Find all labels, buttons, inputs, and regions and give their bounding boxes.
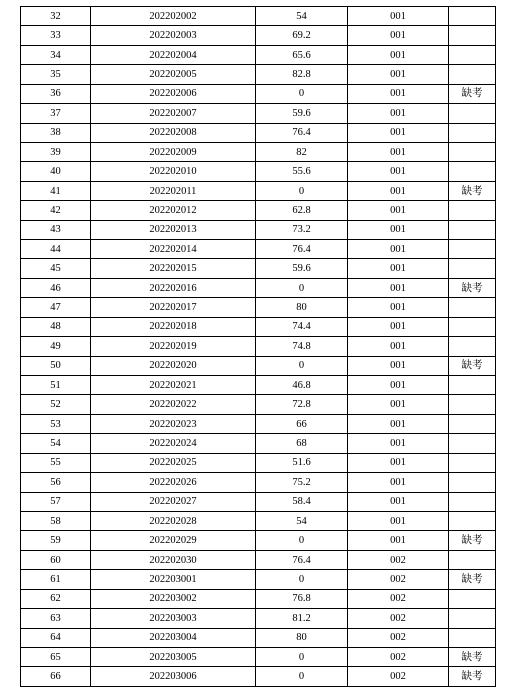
remark-cell — [449, 104, 496, 123]
exam-room-cell: 001 — [348, 142, 449, 161]
remark-cell: 缺考 — [449, 84, 496, 103]
exam-room-cell: 001 — [348, 123, 449, 142]
row-number-cell: 60 — [21, 550, 91, 569]
remark-cell — [449, 220, 496, 239]
row-number-cell: 35 — [21, 65, 91, 84]
row-number-cell: 44 — [21, 240, 91, 259]
candidate-id-cell: 202202023 — [91, 414, 256, 433]
score-cell: 76.8 — [256, 589, 348, 608]
score-cell: 0 — [256, 647, 348, 666]
table-row — [21, 45, 496, 64]
remark-cell — [449, 628, 496, 647]
score-cell: 75.2 — [256, 473, 348, 492]
exam-room-cell: 001 — [348, 395, 449, 414]
score-cell: 59.6 — [256, 104, 348, 123]
score-cell: 59.6 — [256, 259, 348, 278]
candidate-id-cell: 202202027 — [91, 492, 256, 511]
candidate-id-cell: 202202004 — [91, 45, 256, 64]
row-number-cell: 40 — [21, 162, 91, 181]
table-row — [21, 298, 496, 317]
exam-room-cell: 001 — [348, 162, 449, 181]
score-cell: 72.8 — [256, 395, 348, 414]
row-number-cell: 41 — [21, 181, 91, 200]
row-number-cell: 45 — [21, 259, 91, 278]
score-cell: 69.2 — [256, 26, 348, 45]
candidate-id-cell: 202203001 — [91, 570, 256, 589]
exam-room-cell: 001 — [348, 181, 449, 200]
remark-cell — [449, 376, 496, 395]
score-cell: 82.8 — [256, 65, 348, 84]
score-cell: 51.6 — [256, 453, 348, 472]
candidate-id-cell: 202202008 — [91, 123, 256, 142]
exam-room-cell: 001 — [348, 434, 449, 453]
exam-room-cell: 001 — [348, 45, 449, 64]
table-row — [21, 414, 496, 433]
candidate-id-cell: 202202029 — [91, 531, 256, 550]
exam-room-cell: 001 — [348, 278, 449, 297]
row-number-cell: 39 — [21, 142, 91, 161]
score-table-body — [21, 7, 496, 687]
exam-room-cell: 002 — [348, 667, 449, 686]
row-number-cell: 37 — [21, 104, 91, 123]
row-number-cell: 43 — [21, 220, 91, 239]
exam-room-cell: 002 — [348, 550, 449, 569]
candidate-id-cell: 202202016 — [91, 278, 256, 297]
row-number-cell: 34 — [21, 45, 91, 64]
remark-cell — [449, 259, 496, 278]
exam-room-cell: 001 — [348, 201, 449, 220]
exam-room-cell: 001 — [348, 376, 449, 395]
remark-cell: 缺考 — [449, 181, 496, 200]
table-row — [21, 511, 496, 530]
row-number-cell: 49 — [21, 337, 91, 356]
remark-cell — [449, 7, 496, 26]
row-number-cell: 48 — [21, 317, 91, 336]
remark-cell — [449, 337, 496, 356]
score-cell: 80 — [256, 628, 348, 647]
candidate-id-cell: 202202028 — [91, 511, 256, 530]
table-row — [21, 667, 496, 686]
exam-room-cell: 001 — [348, 511, 449, 530]
candidate-id-cell: 202202015 — [91, 259, 256, 278]
candidate-id-cell: 202203003 — [91, 609, 256, 628]
table-row — [21, 434, 496, 453]
exam-room-cell: 001 — [348, 356, 449, 375]
table-row — [21, 628, 496, 647]
candidate-id-cell: 202202020 — [91, 356, 256, 375]
score-cell: 74.8 — [256, 337, 348, 356]
score-cell: 0 — [256, 181, 348, 200]
score-cell: 0 — [256, 356, 348, 375]
exam-room-cell: 001 — [348, 298, 449, 317]
row-number-cell: 61 — [21, 570, 91, 589]
remark-cell — [449, 473, 496, 492]
candidate-id-cell: 202202009 — [91, 142, 256, 161]
score-table-page — [20, 6, 495, 687]
remark-cell — [449, 550, 496, 569]
remark-cell — [449, 434, 496, 453]
score-cell: 46.8 — [256, 376, 348, 395]
remark-cell: 缺考 — [449, 667, 496, 686]
table-row — [21, 356, 496, 375]
row-number-cell: 65 — [21, 647, 91, 666]
row-number-cell: 56 — [21, 473, 91, 492]
candidate-id-cell: 202203004 — [91, 628, 256, 647]
table-row — [21, 220, 496, 239]
exam-room-cell: 001 — [348, 220, 449, 239]
table-row — [21, 570, 496, 589]
remark-cell — [449, 26, 496, 45]
table-row — [21, 589, 496, 608]
table-row — [21, 337, 496, 356]
score-cell: 76.4 — [256, 123, 348, 142]
row-number-cell: 58 — [21, 511, 91, 530]
row-number-cell: 50 — [21, 356, 91, 375]
exam-room-cell: 002 — [348, 609, 449, 628]
exam-room-cell: 001 — [348, 259, 449, 278]
candidate-id-cell: 202202014 — [91, 240, 256, 259]
row-number-cell: 54 — [21, 434, 91, 453]
candidate-id-cell: 202202010 — [91, 162, 256, 181]
score-cell: 76.4 — [256, 240, 348, 259]
exam-room-cell: 001 — [348, 240, 449, 259]
row-number-cell: 52 — [21, 395, 91, 414]
table-row — [21, 317, 496, 336]
table-row — [21, 201, 496, 220]
candidate-id-cell: 202202011 — [91, 181, 256, 200]
row-number-cell: 55 — [21, 453, 91, 472]
score-cell: 0 — [256, 570, 348, 589]
candidate-id-cell: 202202002 — [91, 7, 256, 26]
row-number-cell: 51 — [21, 376, 91, 395]
candidate-id-cell: 202202024 — [91, 434, 256, 453]
row-number-cell: 47 — [21, 298, 91, 317]
score-cell: 55.6 — [256, 162, 348, 181]
table-row — [21, 142, 496, 161]
table-row — [21, 531, 496, 550]
candidate-id-cell: 202202030 — [91, 550, 256, 569]
table-row — [21, 259, 496, 278]
table-row — [21, 453, 496, 472]
candidate-id-cell: 202202022 — [91, 395, 256, 414]
exam-room-cell: 001 — [348, 473, 449, 492]
exam-room-cell: 002 — [348, 628, 449, 647]
score-cell: 76.4 — [256, 550, 348, 569]
exam-room-cell: 001 — [348, 26, 449, 45]
table-row — [21, 473, 496, 492]
remark-cell — [449, 123, 496, 142]
row-number-cell: 63 — [21, 609, 91, 628]
score-cell: 0 — [256, 667, 348, 686]
table-row — [21, 376, 496, 395]
score-cell: 66 — [256, 414, 348, 433]
row-number-cell: 46 — [21, 278, 91, 297]
score-cell: 65.6 — [256, 45, 348, 64]
table-row — [21, 84, 496, 103]
candidate-id-cell: 202202018 — [91, 317, 256, 336]
exam-room-cell: 002 — [348, 570, 449, 589]
remark-cell — [449, 317, 496, 336]
candidate-id-cell: 202202019 — [91, 337, 256, 356]
remark-cell: 缺考 — [449, 531, 496, 550]
row-number-cell: 36 — [21, 84, 91, 103]
table-row — [21, 647, 496, 666]
remark-cell — [449, 589, 496, 608]
remark-cell — [449, 492, 496, 511]
score-cell: 54 — [256, 7, 348, 26]
candidate-id-cell: 202202007 — [91, 104, 256, 123]
exam-room-cell: 002 — [348, 647, 449, 666]
table-row — [21, 395, 496, 414]
row-number-cell: 42 — [21, 201, 91, 220]
candidate-id-cell: 202202025 — [91, 453, 256, 472]
score-cell: 68 — [256, 434, 348, 453]
exam-room-cell: 001 — [348, 317, 449, 336]
table-row — [21, 492, 496, 511]
candidate-id-cell: 202202006 — [91, 84, 256, 103]
remark-cell — [449, 453, 496, 472]
table-row — [21, 550, 496, 569]
exam-room-cell: 001 — [348, 7, 449, 26]
exam-room-cell: 002 — [348, 589, 449, 608]
exam-room-cell: 001 — [348, 531, 449, 550]
score-cell: 74.4 — [256, 317, 348, 336]
row-number-cell: 33 — [21, 26, 91, 45]
candidate-id-cell: 202203006 — [91, 667, 256, 686]
table-row — [21, 181, 496, 200]
score-cell: 0 — [256, 278, 348, 297]
score-cell: 73.2 — [256, 220, 348, 239]
candidate-id-cell: 202202005 — [91, 65, 256, 84]
score-cell: 0 — [256, 531, 348, 550]
table-row — [21, 240, 496, 259]
candidate-id-cell: 202202026 — [91, 473, 256, 492]
table-row — [21, 104, 496, 123]
row-number-cell: 57 — [21, 492, 91, 511]
remark-cell — [449, 65, 496, 84]
table-row — [21, 7, 496, 26]
remark-cell: 缺考 — [449, 278, 496, 297]
remark-cell — [449, 609, 496, 628]
row-number-cell: 62 — [21, 589, 91, 608]
score-cell: 54 — [256, 511, 348, 530]
score-cell: 58.4 — [256, 492, 348, 511]
candidate-id-cell: 202202013 — [91, 220, 256, 239]
remark-cell: 缺考 — [449, 570, 496, 589]
candidate-id-cell: 202202003 — [91, 26, 256, 45]
candidate-id-cell: 202202017 — [91, 298, 256, 317]
candidate-id-cell: 202203005 — [91, 647, 256, 666]
score-cell: 81.2 — [256, 609, 348, 628]
remark-cell — [449, 162, 496, 181]
remark-cell: 缺考 — [449, 356, 496, 375]
exam-room-cell: 001 — [348, 65, 449, 84]
remark-cell — [449, 201, 496, 220]
candidate-id-cell: 202203002 — [91, 589, 256, 608]
candidate-id-cell: 202202012 — [91, 201, 256, 220]
table-row — [21, 123, 496, 142]
table-row — [21, 65, 496, 84]
table-row — [21, 162, 496, 181]
score-cell: 62.8 — [256, 201, 348, 220]
row-number-cell: 53 — [21, 414, 91, 433]
remark-cell — [449, 395, 496, 414]
table-row — [21, 609, 496, 628]
remark-cell — [449, 511, 496, 530]
remark-cell — [449, 298, 496, 317]
candidate-id-cell: 202202021 — [91, 376, 256, 395]
score-cell: 82 — [256, 142, 348, 161]
exam-room-cell: 001 — [348, 492, 449, 511]
remark-cell — [449, 240, 496, 259]
score-table — [20, 6, 496, 687]
remark-cell: 缺考 — [449, 647, 496, 666]
exam-room-cell: 001 — [348, 84, 449, 103]
table-row — [21, 26, 496, 45]
remark-cell — [449, 142, 496, 161]
exam-room-cell: 001 — [348, 414, 449, 433]
row-number-cell: 64 — [21, 628, 91, 647]
score-cell: 80 — [256, 298, 348, 317]
exam-room-cell: 001 — [348, 337, 449, 356]
remark-cell — [449, 414, 496, 433]
row-number-cell: 66 — [21, 667, 91, 686]
row-number-cell: 38 — [21, 123, 91, 142]
score-cell: 0 — [256, 84, 348, 103]
exam-room-cell: 001 — [348, 104, 449, 123]
row-number-cell: 32 — [21, 7, 91, 26]
row-number-cell: 59 — [21, 531, 91, 550]
exam-room-cell: 001 — [348, 453, 449, 472]
table-row — [21, 278, 496, 297]
remark-cell — [449, 45, 496, 64]
